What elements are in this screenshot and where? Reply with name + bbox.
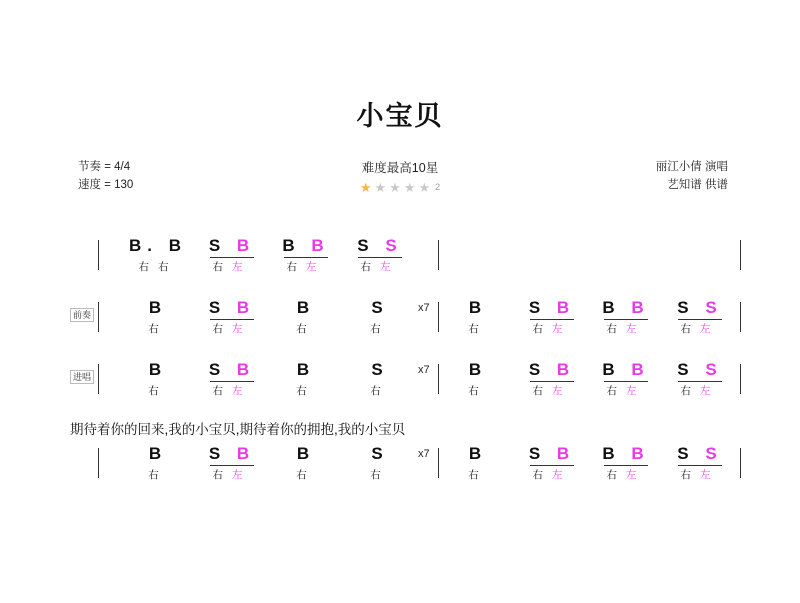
lyric-line: 期待着你的回来,我的小宝贝,期待着你的拥抱,我的小宝贝 xyxy=(70,422,406,437)
hand-indicators: 右左 xyxy=(680,323,720,335)
note-symbols: S B xyxy=(208,444,256,463)
note-symbols: S S xyxy=(677,298,723,317)
note-group[interactable] xyxy=(350,236,410,274)
barline xyxy=(98,302,99,332)
note-symbols: B. B xyxy=(128,236,187,255)
beam-underline xyxy=(210,319,254,320)
note-group[interactable] xyxy=(596,444,656,482)
repeat-count: x7 xyxy=(418,302,430,314)
note-group[interactable] xyxy=(202,444,262,482)
hand-indicators: 右左 xyxy=(532,323,572,335)
beam-underline xyxy=(530,381,574,382)
hand-indicators: 右左 xyxy=(212,261,252,273)
barline xyxy=(98,240,99,270)
score-credit: 艺知谱 供谱 xyxy=(667,179,728,191)
beam-spacer xyxy=(350,381,410,382)
staff-systems xyxy=(0,232,800,502)
note-symbols: B B xyxy=(602,298,650,317)
note-symbols: S S xyxy=(677,360,723,379)
note-group[interactable] xyxy=(276,360,336,398)
note-group[interactable] xyxy=(202,298,262,336)
note-group[interactable] xyxy=(202,360,262,398)
beam-spacer xyxy=(276,319,336,320)
note-symbols: S B xyxy=(208,236,256,255)
note-group[interactable] xyxy=(276,444,336,482)
note-symbols: S B xyxy=(528,444,576,463)
note-symbols: B xyxy=(296,298,316,317)
note-symbols: S S xyxy=(677,444,723,463)
section-label: 前奏 xyxy=(70,308,94,322)
star-icon: ★ xyxy=(374,180,390,195)
rhythm-label: 节奏 = 4/4 xyxy=(78,161,131,173)
beam-underline xyxy=(210,381,254,382)
beam-underline xyxy=(604,319,648,320)
measure-row xyxy=(100,356,740,418)
page-title: 小宝贝 xyxy=(356,101,444,131)
difficulty-label: 难度最高10星 xyxy=(361,161,439,175)
star-icon: ★ xyxy=(403,180,419,195)
hand-indicators: 右左 xyxy=(532,385,572,397)
hand-indicators: 右左 xyxy=(286,261,326,273)
note-symbols: B B xyxy=(602,360,650,379)
measure-row xyxy=(100,294,740,356)
note-symbols: S B xyxy=(528,298,576,317)
note-group[interactable] xyxy=(128,298,188,336)
note-group[interactable] xyxy=(202,236,262,274)
hand-indicators: 右 xyxy=(370,385,390,397)
metadata-row xyxy=(0,158,800,214)
hand-indicators: 右左 xyxy=(212,323,252,335)
note-symbols: B B xyxy=(602,444,650,463)
beam-underline xyxy=(604,465,648,466)
hand-indicators: 右 xyxy=(148,323,168,335)
hand-indicators: 右 xyxy=(468,385,488,397)
section-label: 进唱 xyxy=(70,370,94,384)
note-symbols: S xyxy=(371,360,389,379)
hand-indicators: 右 xyxy=(148,385,168,397)
repeat-count: x7 xyxy=(418,364,430,376)
beam-spacer xyxy=(276,381,336,382)
beam-spacer xyxy=(128,257,188,258)
hand-indicators: 右左 xyxy=(212,469,252,481)
note-group[interactable] xyxy=(596,298,656,336)
beam-spacer xyxy=(448,319,508,320)
star-icon: ★ xyxy=(418,180,434,195)
star-icon: ★ xyxy=(389,180,404,195)
beam-underline xyxy=(678,319,722,320)
sheet-music-page xyxy=(0,103,800,603)
beam-underline xyxy=(678,381,722,382)
barline xyxy=(740,240,741,270)
hand-indicators: 右 xyxy=(370,469,390,481)
barline xyxy=(98,364,99,394)
hand-indicators: 右左 xyxy=(606,385,646,397)
note-group[interactable] xyxy=(596,360,656,398)
barline xyxy=(740,448,741,478)
note-group[interactable] xyxy=(448,360,508,398)
note-symbols: S S xyxy=(357,236,403,255)
note-symbols: B xyxy=(296,444,316,463)
hand-indicators: 右 xyxy=(296,323,316,335)
note-symbols: S B xyxy=(208,360,256,379)
hand-indicators: 右 xyxy=(468,469,488,481)
note-group[interactable] xyxy=(128,236,188,274)
singer-credit: 丽江小倩 演唱 xyxy=(655,161,728,173)
note-symbols: B xyxy=(296,360,316,379)
hand-indicators: 右 xyxy=(148,469,168,481)
staff-system xyxy=(0,294,800,356)
hand-indicators: 右左 xyxy=(680,385,720,397)
beam-spacer xyxy=(128,381,188,382)
note-group[interactable] xyxy=(670,360,730,398)
note-symbols: B xyxy=(468,298,488,317)
beam-underline xyxy=(530,319,574,320)
repeat-count: x7 xyxy=(418,448,430,460)
star-count: 2 xyxy=(435,182,441,192)
beam-underline xyxy=(530,465,574,466)
beam-underline xyxy=(604,381,648,382)
beam-spacer xyxy=(350,319,410,320)
hand-indicators: 右左 xyxy=(360,261,400,273)
speed-label: 速度 = 130 xyxy=(78,179,134,191)
note-symbols: B B xyxy=(282,236,330,255)
note-group[interactable] xyxy=(522,444,582,482)
note-group[interactable] xyxy=(448,444,508,482)
note-group[interactable] xyxy=(128,444,188,482)
staff-system xyxy=(0,440,800,502)
beam-underline xyxy=(284,257,328,258)
note-group[interactable] xyxy=(522,360,582,398)
measure-row xyxy=(100,440,740,502)
beam-spacer xyxy=(448,381,508,382)
note-symbols: B xyxy=(468,360,488,379)
hand-indicators: 右左 xyxy=(532,469,572,481)
beam-underline xyxy=(358,257,402,258)
note-symbols: S xyxy=(371,444,389,463)
note-group[interactable] xyxy=(522,298,582,336)
note-group[interactable] xyxy=(350,360,410,398)
hand-indicators: 右左 xyxy=(680,469,720,481)
note-symbols: S B xyxy=(528,360,576,379)
note-group[interactable] xyxy=(448,298,508,336)
beam-underline xyxy=(210,465,254,466)
measure-row xyxy=(100,232,740,294)
beam-spacer xyxy=(448,465,508,466)
note-group[interactable] xyxy=(276,298,336,336)
note-group[interactable] xyxy=(350,444,410,482)
note-symbols: B xyxy=(148,444,168,463)
beam-spacer xyxy=(276,465,336,466)
hand-indicators: 右右 xyxy=(138,261,178,273)
note-symbols: S xyxy=(371,298,389,317)
beam-spacer xyxy=(350,465,410,466)
beam-underline xyxy=(678,465,722,466)
note-group[interactable] xyxy=(670,444,730,482)
hand-indicators: 右左 xyxy=(606,323,646,335)
barline xyxy=(740,364,741,394)
hand-indicators: 右左 xyxy=(606,469,646,481)
note-group[interactable] xyxy=(128,360,188,398)
note-symbols: B xyxy=(148,298,168,317)
hand-indicators: 右 xyxy=(468,323,488,335)
staff-system xyxy=(0,232,800,294)
barline xyxy=(98,448,99,478)
note-symbols: B xyxy=(148,360,168,379)
hand-indicators: 右左 xyxy=(212,385,252,397)
barline xyxy=(740,302,741,332)
star-icon: ★ xyxy=(359,180,375,195)
staff-system xyxy=(0,356,800,418)
note-symbols: B xyxy=(468,444,488,463)
note-symbols: S B xyxy=(208,298,256,317)
hand-indicators: 右 xyxy=(296,385,316,397)
note-group[interactable] xyxy=(350,298,410,336)
credits xyxy=(656,158,728,194)
hand-indicators: 右 xyxy=(296,469,316,481)
note-group[interactable] xyxy=(670,298,730,336)
beam-spacer xyxy=(128,465,188,466)
beam-spacer xyxy=(128,319,188,320)
note-group[interactable] xyxy=(276,236,336,274)
hand-indicators: 右 xyxy=(370,323,390,335)
beam-underline xyxy=(210,257,254,258)
